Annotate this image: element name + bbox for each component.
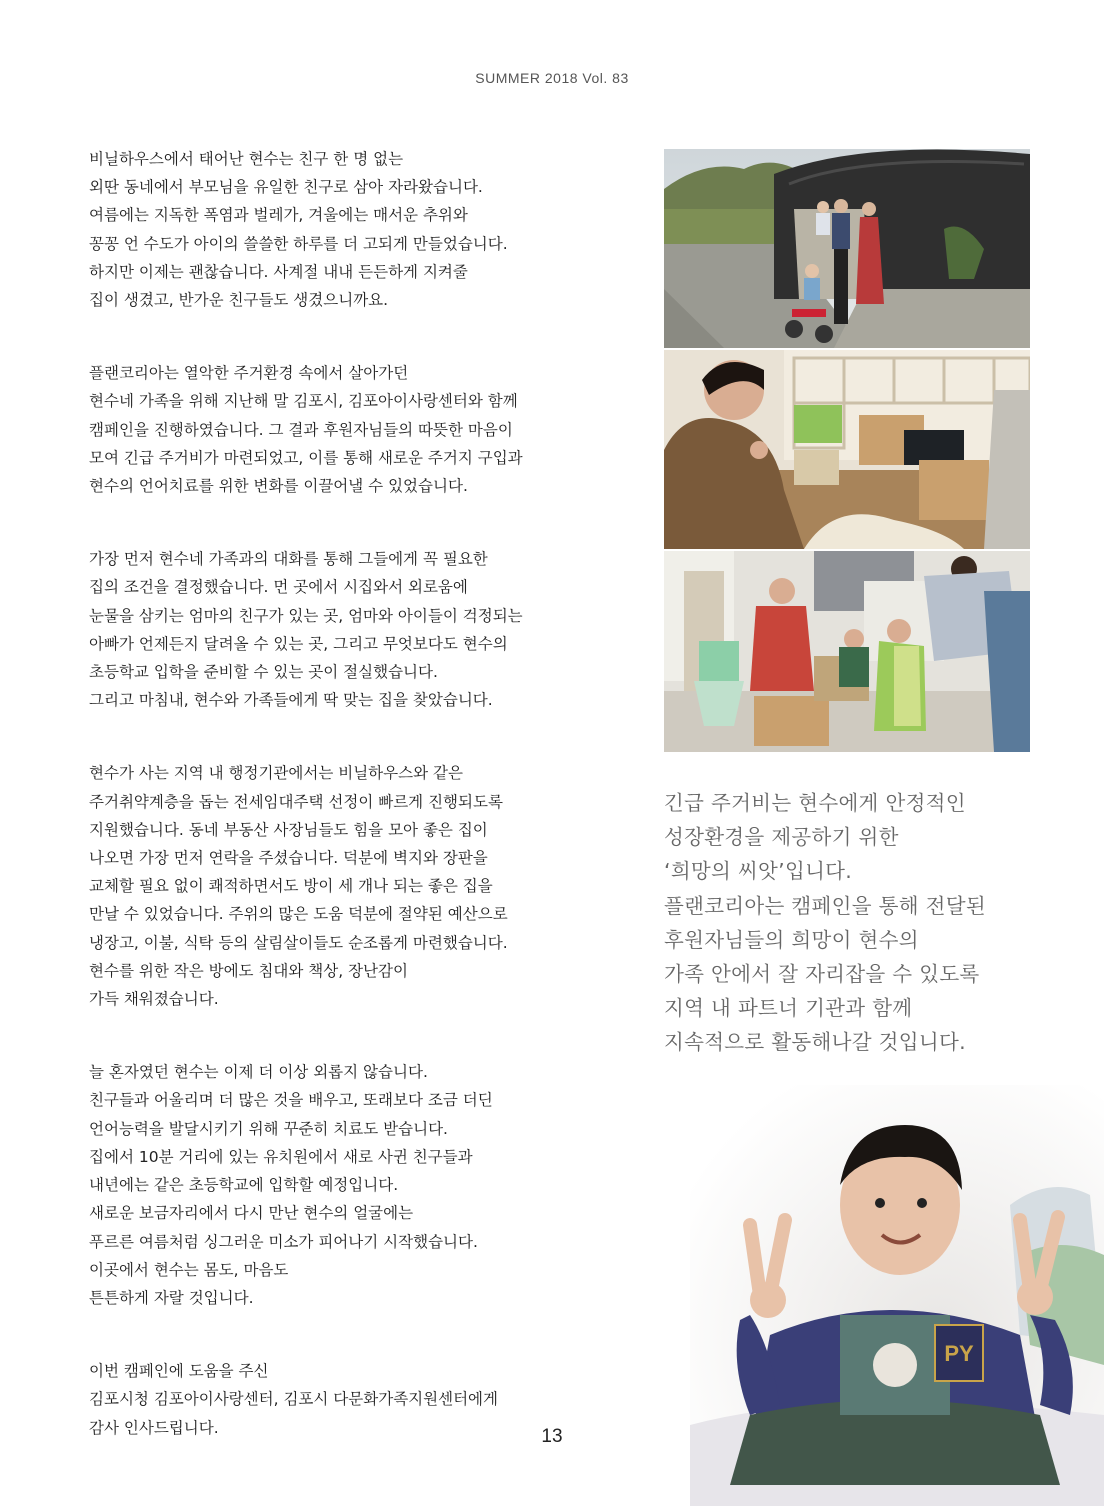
issue-header: SUMMER 2018 Vol. 83 bbox=[475, 70, 629, 86]
quote-line: 지속적으로 활동해나갈 것입니다. bbox=[664, 1030, 966, 1055]
pull-quote bbox=[664, 786, 1064, 1060]
body-paragraph bbox=[89, 359, 629, 500]
body-line: 외딴 동네에서 부모님을 유일한 친구로 삼아 자라왔습니다. bbox=[89, 178, 483, 197]
body-line: 언어능력을 발달시키기 위해 꾸준히 치료도 받습니다. bbox=[89, 1119, 448, 1138]
quote-line: 플랜코리아는 캠페인을 통해 전달된 bbox=[664, 893, 986, 918]
body-line: 친구들과 어울리며 더 많은 것을 배우고, 또래보다 조금 더딘 bbox=[89, 1091, 493, 1110]
body-line: 아빠가 언제든지 달려올 수 있는 곳, 그리고 무엇보다도 현수의 bbox=[89, 634, 508, 653]
body-line: 감사 인사드립니다. bbox=[89, 1418, 219, 1437]
photo-mother-boxes bbox=[664, 350, 1030, 549]
quote-line: ‘희망의 씨앗’입니다. bbox=[664, 859, 853, 884]
body-line: 가장 먼저 현수네 가족과의 대화를 통해 그들에게 꼭 필요한 bbox=[89, 550, 488, 569]
body-line: 현수가 사는 지역 내 행정기관에서는 비닐하우스와 같은 bbox=[89, 764, 463, 783]
body-line: 새로운 보금자리에서 다시 만난 현수의 얼굴에는 bbox=[89, 1204, 414, 1223]
body-line: 그리고 마침내, 현수와 가족들에게 딱 맞는 집을 찾았습니다. bbox=[89, 691, 493, 710]
body-line: 늘 혼자였던 현수는 이제 더 이상 외롭지 않습니다. bbox=[89, 1063, 428, 1082]
body-paragraph bbox=[89, 545, 629, 714]
mother-boxes-image bbox=[664, 350, 1030, 549]
body-line: 지원했습니다. 동네 부동산 사장님들도 힘을 모아 좋은 집이 bbox=[89, 820, 488, 839]
body-line: 하지만 이제는 괜찮습니다. 사계절 내내 든든하게 지켜줄 bbox=[89, 262, 468, 281]
quote-line: 성장환경을 제공하기 위한 bbox=[664, 825, 899, 850]
body-line: 김포시청 김포아이사랑센터, 김포시 다문화가족지원센터에게 bbox=[89, 1390, 499, 1409]
volunteers-unpacking-image bbox=[664, 551, 1030, 752]
body-line: 튼튼하게 자랄 것입니다. bbox=[89, 1288, 254, 1307]
body-line: 가득 채워졌습니다. bbox=[89, 990, 219, 1009]
body-paragraph bbox=[89, 1058, 629, 1312]
photo-family-greenhouse bbox=[664, 149, 1030, 348]
body-line: 집의 조건을 결정했습니다. 먼 곳에서 시집와서 외로움에 bbox=[89, 578, 468, 597]
body-line: 현수네 가족을 위해 지난해 말 김포시, 김포아이사랑센터와 함께 bbox=[89, 392, 518, 411]
body-line: 나오면 가장 먼저 연락을 주셨습니다. 덕분에 벽지와 장판을 bbox=[89, 849, 488, 868]
body-line: 이곳에서 현수는 몸도, 마음도 bbox=[89, 1260, 289, 1279]
page-number: 13 bbox=[541, 1426, 563, 1447]
body-line: 꽁꽁 언 수도가 아이의 쓸쓸한 하루를 더 고되게 만들었습니다. bbox=[89, 234, 508, 253]
body-paragraph bbox=[89, 145, 629, 314]
quote-line: 긴급 주거비는 현수에게 안정적인 bbox=[664, 791, 966, 815]
body-line: 캠페인을 진행하였습니다. 그 결과 후원자님들의 따뜻한 마음이 bbox=[89, 420, 513, 439]
article-body bbox=[89, 145, 629, 1487]
body-line: 냉장고, 이불, 식탁 등의 살림살이들도 순조롭게 마련했습니다. bbox=[89, 933, 508, 952]
body-line: 비닐하우스에서 태어난 현수는 친구 한 명 없는 bbox=[89, 150, 404, 168]
body-paragraph bbox=[89, 759, 629, 1013]
body-line: 푸르른 여름처럼 싱그러운 미소가 피어나기 시작했습니다. bbox=[89, 1232, 478, 1251]
body-line: 내년에는 같은 초등학교에 입학할 예정입니다. bbox=[89, 1176, 399, 1195]
quote-line: 지역 내 파트너 기관과 함께 bbox=[664, 996, 913, 1021]
body-line: 이번 캠페인에 도움을 주신 bbox=[89, 1362, 269, 1381]
quote-line: 후원자님들의 희망이 현수의 bbox=[664, 927, 919, 952]
body-line: 주거취약계층을 돕는 전세임대주택 선정이 빠르게 진행되도록 bbox=[89, 792, 503, 811]
body-line: 현수를 위한 작은 방에도 침대와 책상, 장난감이 bbox=[89, 961, 408, 980]
body-line: 교체할 필요 없이 쾌적하면서도 방이 세 개나 되는 좋은 집을 bbox=[89, 877, 493, 896]
body-line: 집이 생겼고, 반가운 친구들도 생겼으니까요. bbox=[89, 291, 389, 310]
body-line: 모여 긴급 주거비가 마련되었고, 이를 통해 새로운 주거지 구입과 bbox=[89, 448, 523, 467]
body-line: 눈물을 삼키는 엄마의 친구가 있는 곳, 엄마와 아이들이 걱정되는 bbox=[89, 606, 523, 625]
body-line: 만날 수 있었습니다. 주위의 많은 도움 덕분에 절약된 예산으로 bbox=[89, 905, 508, 924]
body-line: 집에서 10분 거리에 있는 유치원에서 새로 사귄 친구들과 bbox=[89, 1147, 473, 1166]
body-line: 현수의 언어치료를 위한 변화를 이끌어낼 수 있었습니다. bbox=[89, 477, 468, 496]
body-line: 플랜코리아는 열악한 주거환경 속에서 살아가던 bbox=[89, 364, 409, 383]
family-greenhouse-image bbox=[664, 149, 1030, 348]
body-line: 초등학교 입학을 준비할 수 있는 곳이 절실했습니다. bbox=[89, 663, 438, 682]
quote-line: 가족 안에서 잘 자리잡을 수 있도록 bbox=[664, 962, 980, 987]
body-line: 여름에는 지독한 폭염과 벌레가, 겨울에는 매서운 추위와 bbox=[89, 206, 468, 225]
jacket-logo-text: PY bbox=[944, 1341, 974, 1366]
photo-volunteers-unpacking bbox=[664, 551, 1030, 752]
